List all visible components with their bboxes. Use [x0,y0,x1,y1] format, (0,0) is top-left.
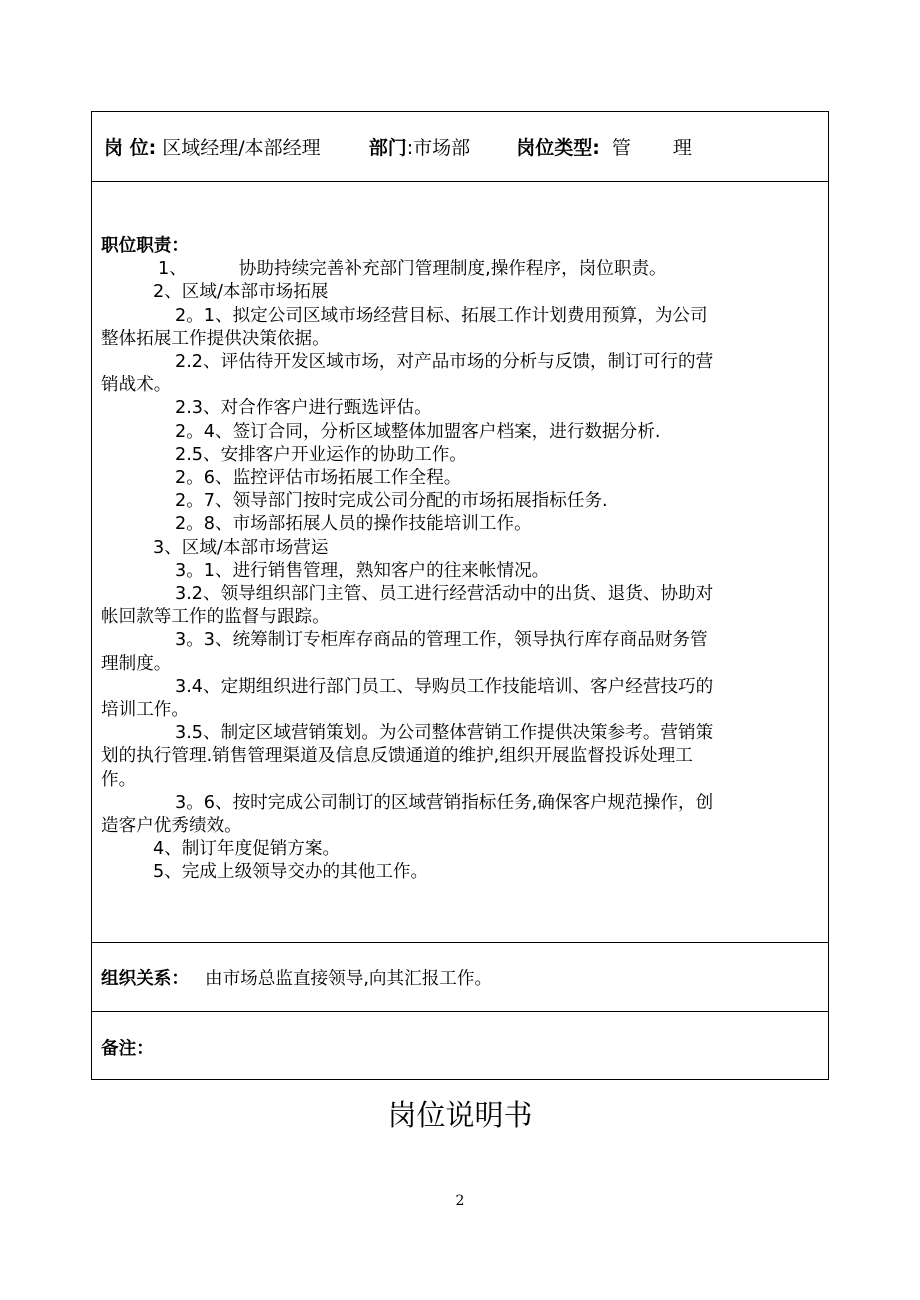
duty-item-2-1: 2。1、拟定公司区域市场经营目标、拓展工作计划费用预算，为公司 [175,305,708,326]
duty-item-2-7: 2。7、领导部门按时完成公司分配的市场拓展指标任务. [175,491,608,512]
header-row [104,134,710,162]
duty-item-2-5: 2.5、安排客户开业运作的协助工作。 [175,444,467,465]
duty-item-5: 5、完成上级领导交办的其他工作。 [153,862,429,883]
duty-item-2: 2、区域/本部市场拓展 [153,282,329,303]
post-label: 岗 位: [104,137,157,159]
duty-item-3-5-cont2: 作。 [101,769,137,790]
duty-item-2-1-cont: 整体拓展工作提供决策依据。 [101,328,330,349]
duty-item-4: 4、制订年度促销方案。 [153,839,341,860]
org-relation-value: 由市场总监直接领导,向其汇报工作。 [204,969,493,989]
job-description-table [91,111,829,1080]
duties-section [101,235,823,885]
dept-label: 部门 [368,137,407,159]
duty-item-3-6: 3。6、按时完成公司制订的区域营销指标任务,确保客户规范操作，创 [175,792,714,813]
duty-item-3-4-cont: 培训工作。 [101,700,189,721]
divider [92,1011,828,1012]
dept-value: :市场部 [406,137,471,159]
duty-item-3-1: 3。1、进行销售管理，熟知客户的往来帐情况。 [175,560,550,581]
duty-item-1 [101,258,823,281]
org-relation-row [101,966,492,992]
duties-title: 职位职责： [101,236,189,256]
duty-item-2-6: 2。6、监控评估市场拓展工作全程。 [175,468,462,489]
duty-item-3-3-cont: 理制度。 [101,653,172,674]
duty-item-3-5: 3.5、制定区域营销策划。为公司整体营销工作提供决策参考。营销策 [175,723,714,744]
divider [92,181,828,182]
page-number: 2 [455,1193,465,1209]
duty-item-3-4: 3.4、定期组织进行部门员工、导购员工作技能培训、客户经营技巧的 [175,676,714,697]
org-relation-label: 组织关系： [101,969,189,989]
duty-item-3: 3、区域/本部市场营运 [153,537,329,558]
duty-item-2-3: 2.3、对合作客户进行甄选评估。 [175,398,432,419]
remark-label: 备注： [101,1039,154,1059]
duty-item-3-2: 3.2、领导组织部门主管、员工进行经营活动中的出货、退货、协助对 [175,584,714,605]
duty-item-3-5-cont: 划的执行管理.销售管理渠道及信息反馈通道的维护,组织开展监督投诉处理工 [101,746,693,767]
duty-item-3-3: 3。3、统筹制订专柜库存商品的管理工作，领导执行库存商品财务管 [175,630,708,651]
duty-item-3-6-cont: 造客户优秀绩效。 [101,816,242,837]
type-label: 岗位类型: [516,137,600,159]
type-value: 管 理 [611,137,710,159]
post-value: 区域经理/本部经理 [162,137,321,159]
duty-item-2-2: 2.2、评估待开发区域市场，对产品市场的分析与反馈，制订可行的营 [175,352,714,373]
duty-item-3-2-cont: 帐回款等工作的监督与跟踪。 [101,607,330,628]
duty-item-2-4: 2。4、签订合同，分析区域整体加盟客户档案，进行数据分析. [175,421,661,442]
divider [92,942,828,943]
document-title: 岗位说明书 [387,1098,533,1132]
duty-item-1-num: 1、 [158,259,187,280]
duty-item-2-2-cont: 销战术。 [101,375,172,396]
duty-item-1-text: 协助持续完善补充部门管理制度,操作程序，岗位职责。 [238,259,667,280]
duty-item-2-8: 2。8、市场部拓展人员的操作技能培训工作。 [175,514,532,535]
